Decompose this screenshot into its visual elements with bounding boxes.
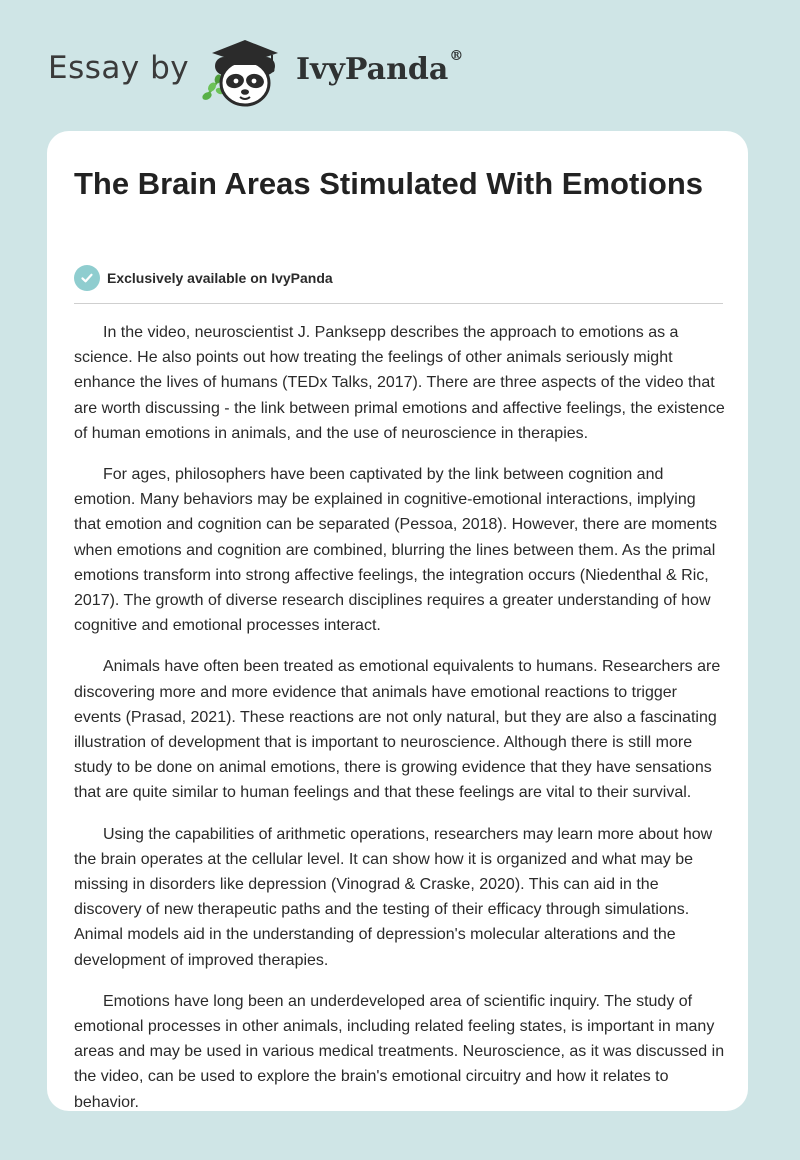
trademark-symbol: ® (449, 48, 464, 64)
essay-by-label: Essay by (48, 50, 190, 86)
site-header (0, 0, 800, 120)
brand-text: IvyPanda (296, 52, 449, 87)
paragraph: Using the capabilities of arithmetic operations, researchers may learn more about how the brain operates at the cellular level. It can show how it is organized and what may be missing in disorders like depression (Vinograd & Craske, 2020). This can aid in the discovery of new therapeutic paths and the testing of their efficacy through simulations. Animal models aid in the understanding of depression's molecular alterations and the development of improved therapies. (74, 825, 713, 969)
paragraph: In the video, neuroscientist J. Panksepp describes the approach to emotions as a science. He also points out how treating the feelings of other animals seriously might enhance the lives of humans (TEDx Talks, 2017). There are three aspects of the video that are worth discussing - the link between primal emotions and affective feelings, the existence of human emotions in animals, and the use of neuroscience in therapies. (74, 324, 725, 442)
exclusive-label: Exclusively available on IvyPanda (107, 270, 333, 286)
essay-body (74, 320, 726, 1111)
essay-card (47, 131, 748, 1111)
paragraph: For ages, philosophers have been captivated by the link between cognition and emotion. Many behaviors may be explained in cognitive-emotional interactions, implying that emotion and cognition can be separated (Pessoa, 2018). However, there are moments when emotions and cognition are combined, blurring the lines between them. As the primal emotions transform into strong affective feelings, the integration occurs (Niedenthal & Ric, 2017). The growth of diverse research disciplines requires a greater understanding of how cognitive and emotional processes interact. (74, 466, 718, 635)
paragraph: Animals have often been treated as emotional equivalents to humans. Researchers are discovering more and more evidence that animals have emotional reactions to trigger events (Prasad, 2021). These reactions are not only natural, but they are also a fascinating illustration of development that is important to neuroscience. Although there is still more study to be done on animal emotions, there is growing evidence that they have sensations that are quite similar to human feelings and that these feelings are vital to their survival. (74, 658, 721, 802)
check-circle-icon (74, 265, 100, 291)
panda-graduate-icon[interactable] (198, 36, 290, 110)
divider (74, 303, 723, 304)
exclusive-badge (74, 265, 333, 291)
paragraph: Emotions have long been an underdeveloped area of scientific inquiry. The study of emotional processes in other animals, including related feeling states, is important in many areas and may be used in various medical treatments. Neuroscience, as it was discussed in the video, can be used to explore the brain's emotional circuitry and how it relates to behavior. (74, 992, 725, 1111)
page-title: The Brain Areas Stimulated With Emotions (74, 166, 703, 201)
brand-name[interactable] (296, 48, 464, 87)
